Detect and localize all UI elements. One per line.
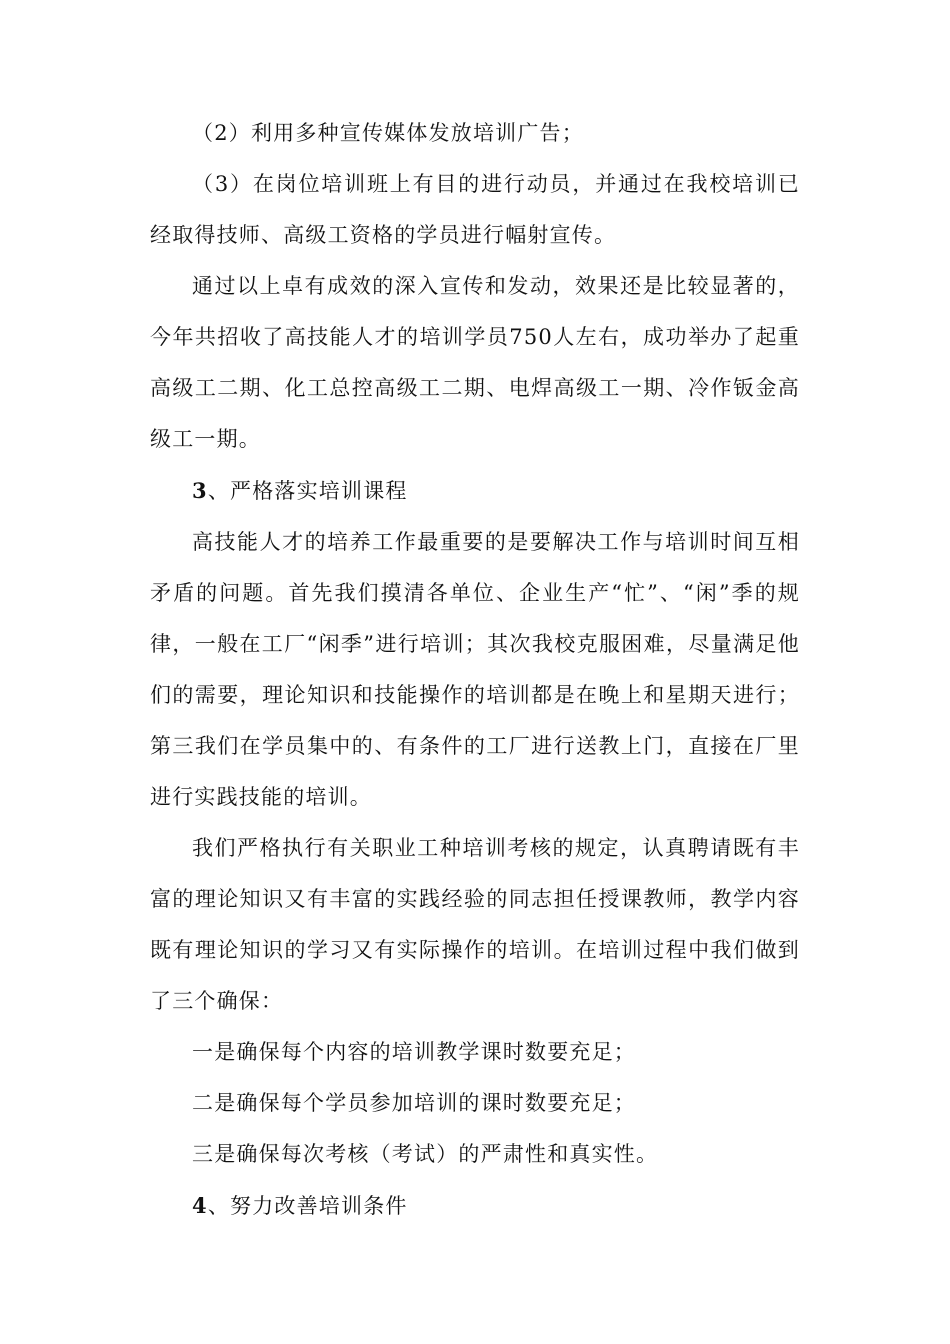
paragraph: （3）在岗位培训班上有目的进行动员，并通过在我校培训已经取得技师、高级工资格的学员进行幅射宣传。 [150, 172, 800, 247]
section-title: 、努力改善培训条件 [207, 1194, 408, 1218]
section-title: 、严格落实培训课程 [207, 479, 408, 503]
paragraph: 通过以上卓有成效的深入宣传和发动，效果还是比较显著的，今年共招收了高技能人才的培训学员750人左右，成功举办了起重高级工二期、化工总控高级工二期、电焊高级工一期、冷作钣金高级工一期。 [150, 274, 800, 451]
paragraph: 我们严格执行有关职业工种培训考核的规定，认真聘请既有丰富的理论知识又有丰富的实践经验的同志担任授课教师，教学内容既有理论知识的学习又有实际操作的培训。在培训过程中我们做到了三个确保： [150, 836, 800, 1013]
section-number: 4 [192, 1193, 208, 1218]
section-number: 3 [192, 478, 208, 503]
list-item: 二是确保每个学员参加培训的课时数要充足； [192, 1091, 636, 1115]
list-item: 一是确保每个内容的培训教学课时数要充足； [192, 1040, 636, 1064]
section-heading [150, 465, 800, 517]
list-item: 三是确保每次考核（考试）的严肃性和真实性。 [192, 1142, 659, 1166]
section-heading [150, 1180, 800, 1232]
document-body [150, 108, 800, 1232]
paragraph: （2）利用多种宣传媒体发放培训广告； [192, 121, 584, 145]
paragraph: 高技能人才的培养工作最重要的是要解决工作与培训时间互相矛盾的问题。首先我们摸清各单位、企业生产“忙”、“闲”季的规律，一般在工厂“闲季”进行培训；其次我校克服困难，尽量满足他们的需要，理论知识和技能操作的培训都是在晚上和星期天进行；第三我们在学员集中的、有条件的工厂进行送教上门，直接在厂里进行实践技能的培训。 [150, 530, 800, 809]
